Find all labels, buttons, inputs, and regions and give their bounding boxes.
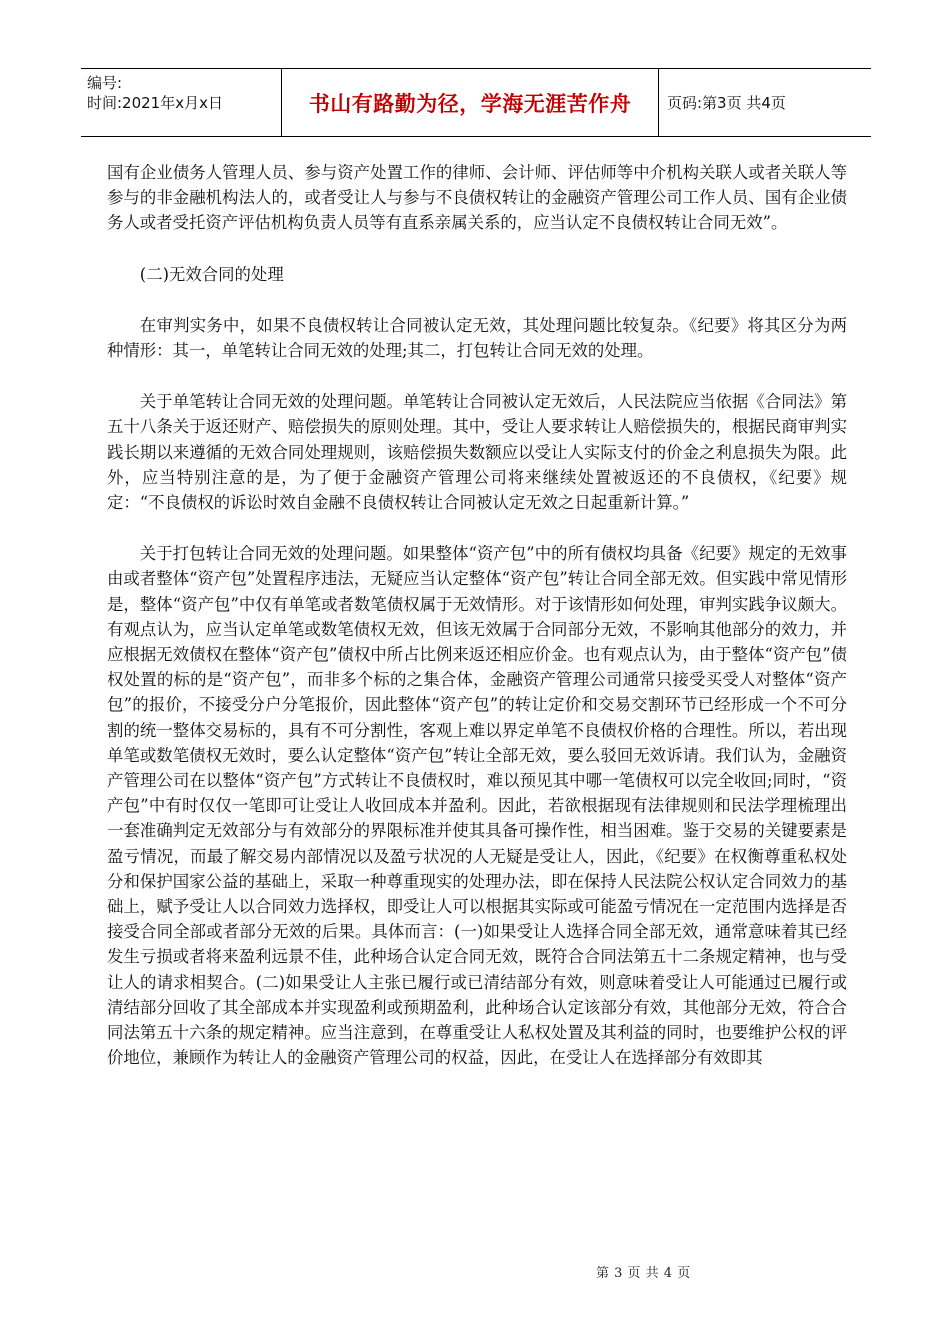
header-motto: 书山有路勤为径，学海无涯苦作舟 [282, 69, 659, 136]
paragraph: 关于单笔转让合同无效的处理问题。单笔转让合同被认定无效后，人民法院应当依据《合同法》第五十八条关于返还财产、赔偿损失的原则处理。其中，受让人要求转让人赔偿损失的，根据民商审判实践长期以来遵循的无效合同处理规则，该赔偿损失数额应以受让人实际支付的价金之利息损失为限。此外，应当特别注意的是，为了便于金融资产管理公司将来继续处置被返还的不良债权，《纪要》规定：“不良债权的诉讼时效自金融不良债权转让合同被认定无效之日起重新计算。” [107, 392, 847, 513]
header-page-info: 页码:第3页 共4页 [667, 94, 786, 112]
header-meta [81, 69, 282, 136]
section-heading: (二)无效合同的处理 [139, 264, 284, 284]
document-body [107, 160, 847, 1097]
paragraph-continuation: 国有企业债务人管理人员、参与资产处置工作的律师、会计师、评估师等中介机构关联人或者关联人等参与的非金融机构法人的，或者受让人与参与不良债权转让的金融资产管理公司工作人员、国有企业债务人或者受托资产评估机构负责人员等有直系亲属关系的，应当认定不良债权转让合同无效”。 [107, 163, 847, 233]
page-footer: 第 3 页 共 4 页 [596, 1266, 691, 1281]
paragraph: 关于打包转让合同无效的处理问题。如果整体“资产包”中的所有债权均具备《纪要》规定的无效事由或者整体“资产包”处置程序违法，无疑应当认定整体“资产包”转让合同全部无效。但实践中常见情形是，整体“资产包”中仅有单笔或者数笔债权属于无效情形。对于该情形如何处理，审判实践争议颇大。有观点认为，应当认定单笔或数笔债权无效，但该无效属于合同部分无效，不影响其他部分的效力，并应根据无效债权在整体“资产包”债权中所占比例来返还相应价金。也有观点认为，由于整体“资产包”债权处置的标的是“资产包”，而非多个标的之集合体，金融资产管理公司通常只接受买受人对整体“资产包”的报价，不接受分户分笔报价，因此整体“资产包”的转让定价和交易交割环节已经形成一个不可分割的统一整体交易标的，具有不可分割性，客观上难以界定单笔不良债权价格的合理性。所以，若出现单笔或数笔债权无效时，要么认定整体“资产包”转让全部无效，要么驳回无效诉请。我们认为，金融资产管理公司在以整体“资产包”方式转让不良债权时，难以预见其中哪一笔债权可以完全收回;同时，“资产包”中有时仅仅一笔即可让受让人收回成本并盈利。因此，若欲根据现有法律规则和民法学理梳理出一套准确判定无效部分与有效部分的界限标准并使其具备可操作性，相当困难。鉴于交易的关键要素是盈亏情况，而最了解交易内部情况以及盈亏状况的人无疑是受让人，因此，《纪要》在权衡尊重私权处分和保护国家公益的基础上，采取一种尊重现实的处理办法，即在保持人民法院公权认定合同效力的基础上，赋予受让人以合同效力选择权，即受让人可以根据其实际或可能盈亏情况在一定范围内选择是否接受合同全部或者部分无效的后果。具体而言：(一)如果受让人选择合同全部无效，通常意味着其已经发生亏损或者将来盈利远景不佳，此种场合认定合同无效，既符合合同法第五十二条规定精神，也与受让人的请求相契合。(二)如果受让人主张已履行或已清结部分有效，则意味着受让人可能通过已履行或清结部分回收了其全部成本并实现盈利或预期盈利，此种场合认定该部分有效，其他部分无效，符合合同法第五十六条的规定精神。应当注意到，在尊重受让人私权处置及其利益的同时，也要维护公权的评价地位，兼顾作为转让人的金融资产管理公司的权益，因此，在受让人在选择部分有效即其 [107, 544, 847, 1068]
page-header [81, 68, 871, 137]
paragraph: 在审判实务中，如果不良债权转让合同被认定无效，其处理问题比较复杂。《纪要》将其区分为两种情形：其一，单笔转让合同无效的处理;其二，打包转让合同无效的处理。 [107, 315, 847, 361]
document-number-label: 编号: [87, 74, 123, 92]
document-time-label: 时间:2021年x月x日 [87, 94, 223, 112]
